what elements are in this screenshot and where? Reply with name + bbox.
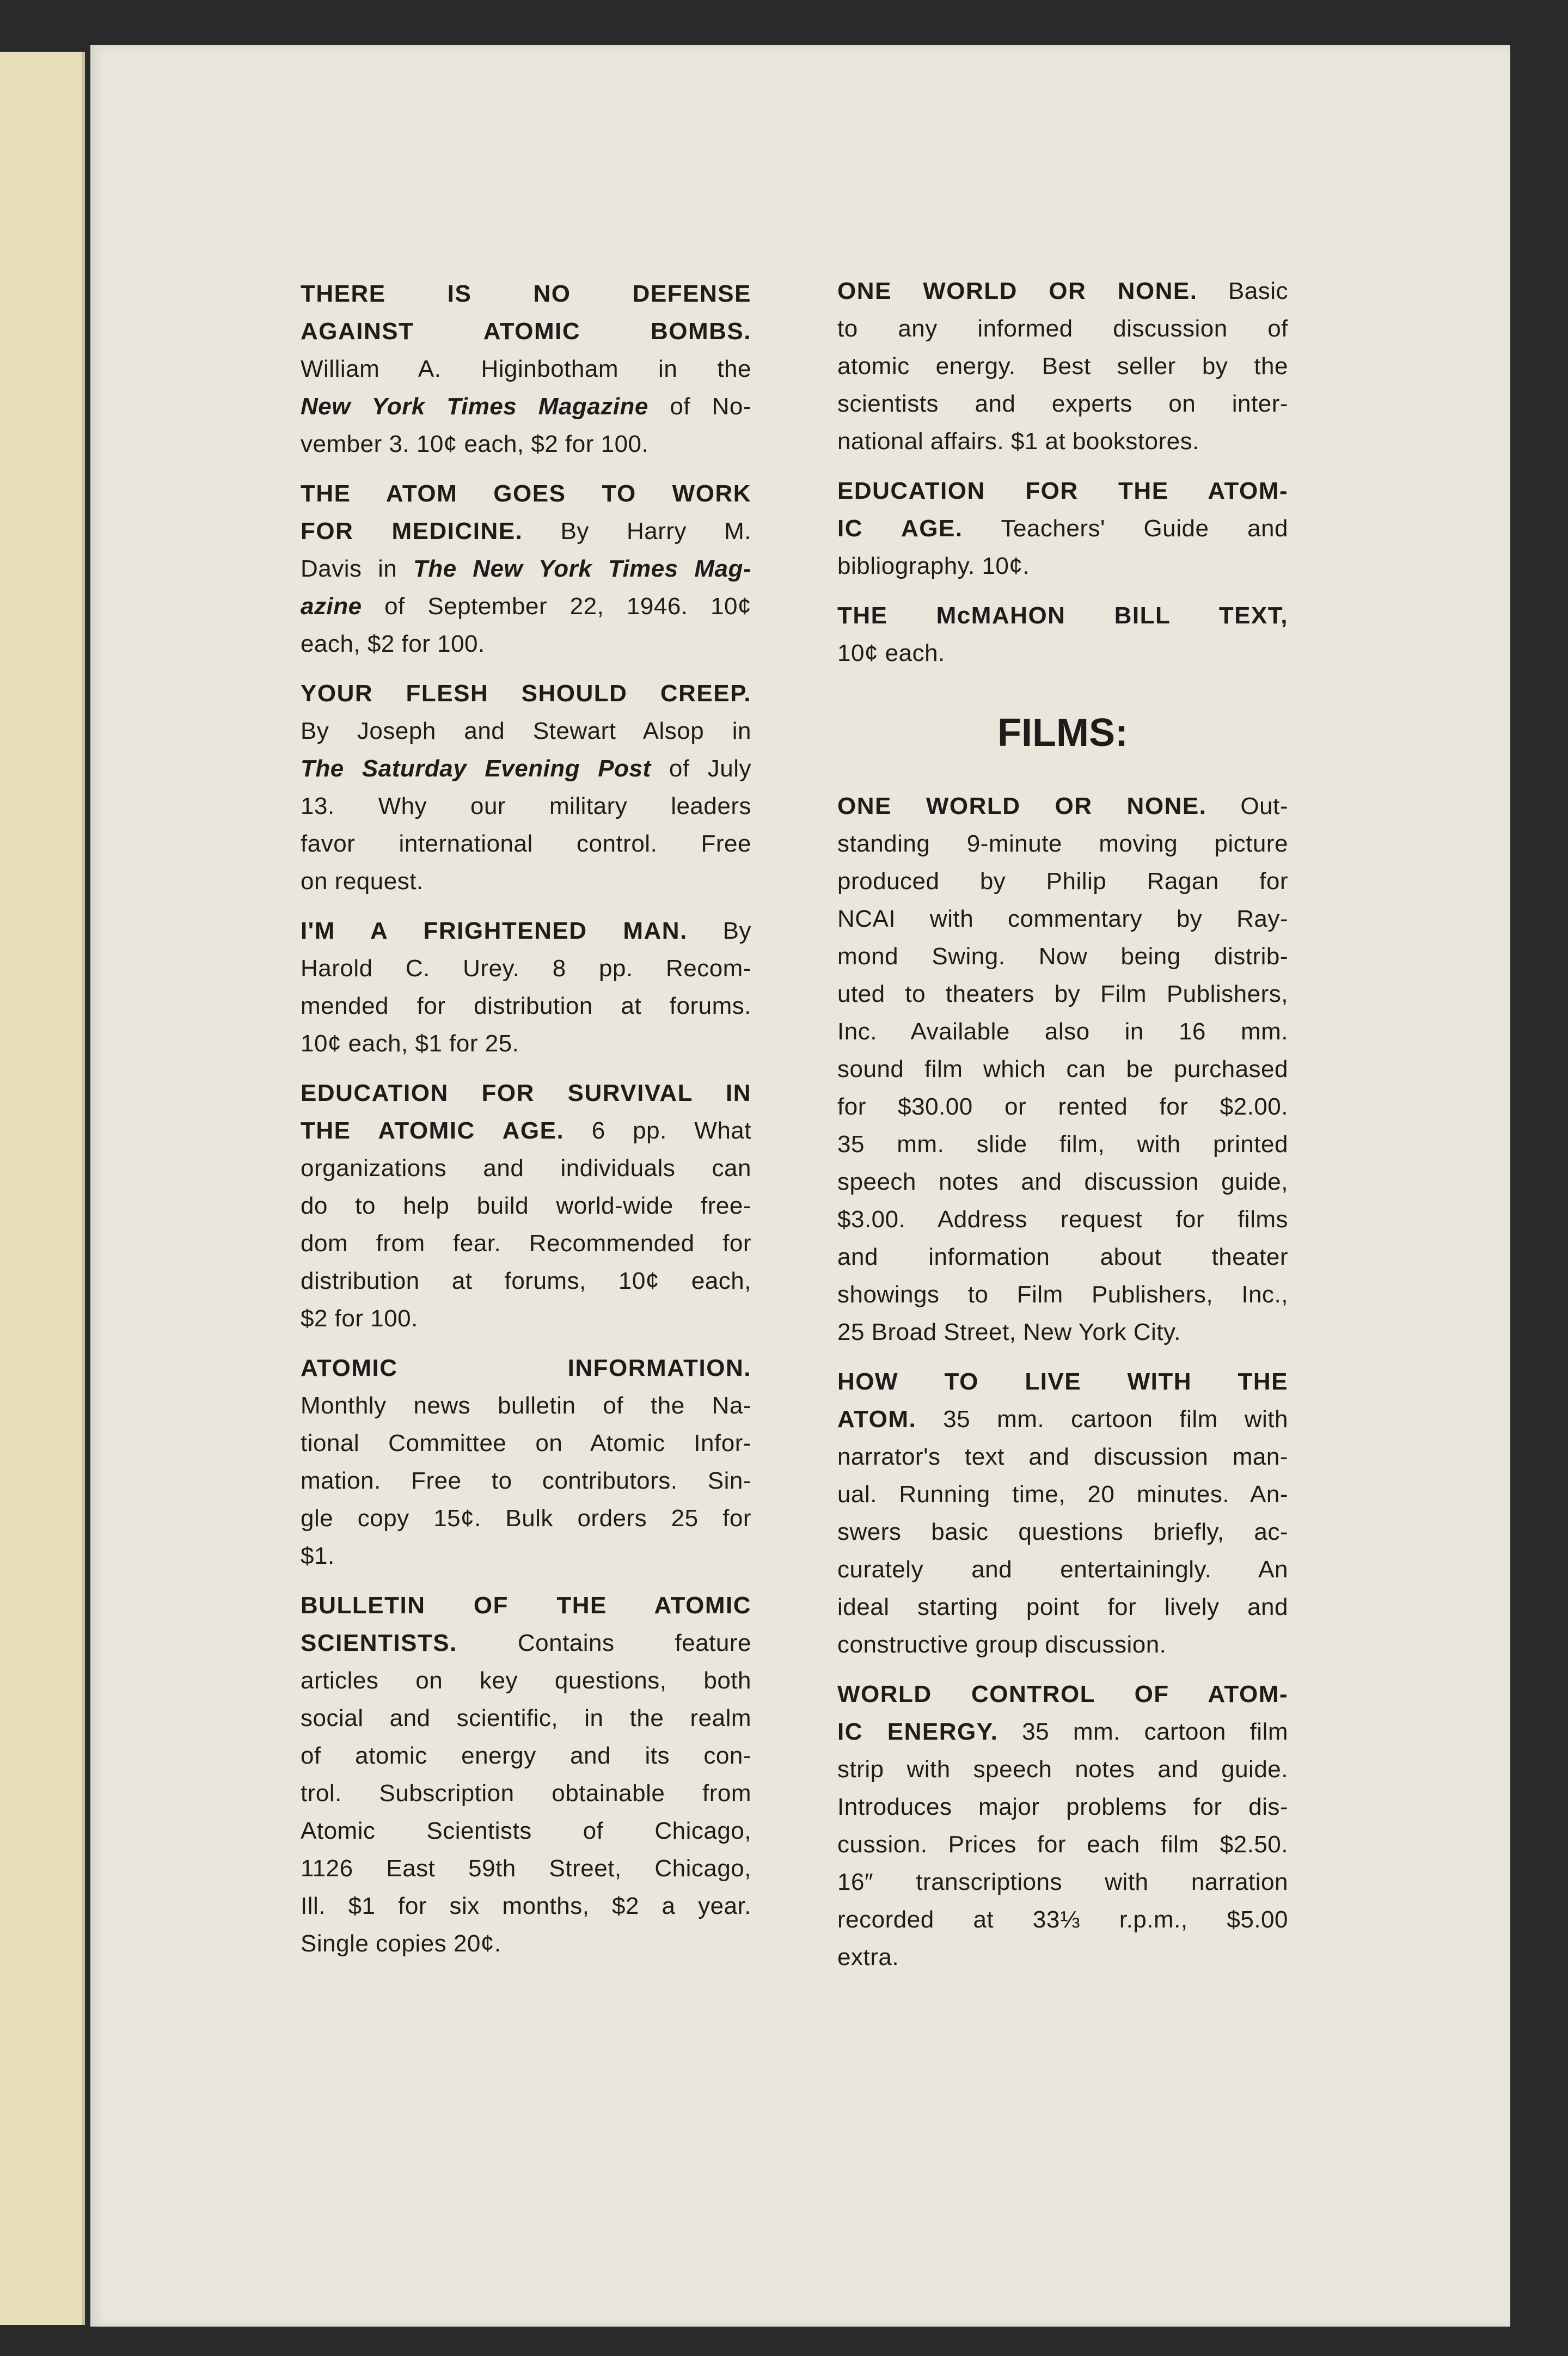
list-entry	[301, 912, 751, 1062]
text-line	[837, 900, 1288, 938]
text-line	[301, 625, 751, 663]
entry-text: scientists and experts on inter-	[837, 390, 1288, 417]
entry-title: ATOM.	[837, 1406, 917, 1433]
entry-title: I'M A FRIGHTENED MAN.	[301, 917, 688, 944]
entry-title: ATOMIC INFORMATION.	[301, 1355, 751, 1381]
entry-text: Ill. $1 for six months, $2 a year.	[301, 1893, 751, 1919]
text-line	[837, 1713, 1288, 1751]
entry-text: 35 mm. slide film, with printed	[837, 1131, 1288, 1158]
entry-text: curately and entertainingly. An	[837, 1556, 1288, 1583]
text-line	[837, 1675, 1288, 1713]
text-line	[301, 675, 751, 712]
list-entry	[837, 1363, 1288, 1663]
entry-text: for $30.00 or rented for $2.00.	[837, 1093, 1288, 1120]
text-line	[837, 1863, 1288, 1901]
list-entry	[837, 597, 1288, 672]
entry-text: Single copies 20¢.	[301, 1930, 501, 1957]
text-line	[837, 1088, 1288, 1125]
entry-text: ual. Running time, 20 minutes. An-	[837, 1481, 1288, 1508]
text-line	[301, 1074, 751, 1112]
text-line	[301, 1537, 751, 1575]
entry-text: do to help build world-wide free-	[301, 1192, 751, 1219]
list-entry	[301, 1074, 751, 1337]
text-line	[301, 350, 751, 388]
entry-text: tional Committee on Atomic Infor-	[301, 1430, 751, 1457]
text-line	[301, 1850, 751, 1887]
text-line	[301, 512, 751, 550]
entry-text: Atomic Scientists of Chicago,	[301, 1818, 751, 1844]
entry-text: 6 pp. What	[564, 1117, 751, 1144]
list-entry	[301, 1587, 751, 1962]
text-line	[301, 862, 751, 900]
entry-text: $1.	[301, 1543, 335, 1569]
entry-text: Out-	[1206, 793, 1288, 819]
films-heading: FILMS:	[997, 711, 1128, 755]
entry-text: 35 mm. cartoon film with	[916, 1406, 1288, 1433]
entry-text: Teachers' Guide and	[963, 515, 1288, 542]
entry-title: ONE WORLD OR NONE.	[837, 793, 1207, 819]
entry-title: EDUCATION FOR SURVIVAL IN	[301, 1080, 751, 1106]
entry-text: speech notes and discussion guide,	[837, 1168, 1288, 1195]
list-entry	[301, 275, 751, 463]
entry-text: Basic	[1197, 278, 1288, 304]
entry-text: uted to theaters by Film Publishers,	[837, 981, 1288, 1007]
text-line	[301, 712, 751, 750]
text-line	[837, 1476, 1288, 1513]
entry-text: $2 for 100.	[301, 1305, 418, 1332]
entry-text: of atomic energy and its con-	[301, 1742, 751, 1769]
entry-text: vember 3. 10¢ each, $2 for 100.	[301, 431, 649, 457]
text-line	[301, 1225, 751, 1262]
text-line	[837, 385, 1288, 423]
entry-title: BULLETIN OF THE ATOMIC	[301, 1592, 751, 1619]
entry-text: By	[687, 917, 752, 944]
entry-text: social and scientific, in the realm	[301, 1705, 751, 1731]
entry-text: cussion. Prices for each film $2.50.	[837, 1831, 1288, 1858]
text-line	[301, 1662, 751, 1699]
text-line	[837, 975, 1288, 1013]
entry-text: recorded at 33⅓ r.p.m., $5.00	[837, 1906, 1288, 1933]
text-line	[837, 472, 1288, 510]
text-line	[837, 510, 1288, 547]
entry-text: 10¢ each, $1 for 25.	[301, 1030, 519, 1057]
entry-text: produced by Philip Ragan for	[837, 868, 1288, 895]
publication-name: New York Times Magazine	[301, 393, 648, 420]
text-line	[301, 1624, 751, 1662]
entry-text: By Joseph and Stewart Alsop in	[301, 718, 751, 744]
text-line	[837, 862, 1288, 900]
entry-text: Contains feature	[457, 1630, 751, 1656]
entry-text: of July	[651, 755, 751, 782]
entry-text: By Harry M.	[523, 518, 752, 544]
text-line	[837, 547, 1288, 585]
entry-text: $3.00. Address request for films	[837, 1206, 1288, 1233]
entry-title: IC ENERGY.	[837, 1718, 999, 1745]
entry-text: bibliography. 10¢.	[837, 553, 1030, 579]
text-line	[301, 825, 751, 862]
entry-title: IC AGE.	[837, 515, 963, 542]
text-line	[837, 1788, 1288, 1826]
list-entry	[837, 472, 1288, 585]
text-line	[301, 1349, 751, 1387]
entry-text: NCAI with commentary by Ray-	[837, 905, 1288, 932]
entry-title: SCIENTISTS.	[301, 1630, 457, 1656]
publications-list	[837, 272, 1288, 672]
entry-text: constructive group discussion.	[837, 1631, 1167, 1658]
entry-text: national affairs. $1 at bookstores.	[837, 428, 1199, 455]
text-line	[837, 1626, 1288, 1663]
entry-title: FOR MEDICINE.	[301, 518, 523, 544]
entry-text: gle copy 15¢. Bulk orders 25 for	[301, 1505, 751, 1532]
text-line	[837, 1438, 1288, 1476]
list-entry	[301, 675, 751, 900]
entry-text: and information about theater	[837, 1244, 1288, 1270]
entry-text: 10¢ each.	[837, 640, 945, 666]
list-entry	[837, 272, 1288, 460]
entry-text: 35 mm. cartoon film	[998, 1718, 1289, 1745]
entry-text: swers basic questions briefly, ac-	[837, 1519, 1288, 1545]
entry-text: distribution at forums, 10¢ each,	[301, 1268, 751, 1294]
text-line	[837, 1751, 1288, 1788]
entry-text: Monthly news bulletin of the Na-	[301, 1392, 751, 1419]
text-line	[301, 1112, 751, 1149]
entry-text: trol. Subscription obtainable from	[301, 1780, 751, 1807]
entry-text: showings to Film Publishers, Inc.,	[837, 1281, 1288, 1308]
text-line	[301, 275, 751, 313]
entry-text: Harold C. Urey. 8 pp. Recom-	[301, 955, 751, 982]
entry-title: THE McMAHON BILL TEXT,	[837, 602, 1288, 629]
entry-text: dom from fear. Recommended for	[301, 1230, 751, 1257]
entry-text: organizations and individuals can	[301, 1155, 751, 1182]
text-line	[837, 1276, 1288, 1313]
entry-text: each, $2 for 100.	[301, 631, 485, 657]
text-line	[301, 425, 751, 463]
text-line	[301, 912, 751, 950]
entry-text: 25 Broad Street, New York City.	[837, 1319, 1181, 1345]
text-line	[837, 1826, 1288, 1863]
films-list	[837, 787, 1288, 1976]
right-column	[837, 272, 1288, 1988]
list-entry	[837, 787, 1288, 1351]
entry-text: on request.	[301, 868, 424, 895]
text-line	[301, 987, 751, 1025]
list-entry	[301, 1349, 751, 1575]
text-line	[837, 1588, 1288, 1626]
entry-text: narrator's text and discussion man-	[837, 1443, 1288, 1470]
text-line	[301, 1925, 751, 1962]
text-line	[837, 938, 1288, 975]
text-line	[301, 1587, 751, 1624]
text-line	[837, 825, 1288, 862]
text-line	[301, 787, 751, 825]
publication-name: azine	[301, 593, 362, 620]
text-line	[301, 475, 751, 512]
text-line	[837, 1238, 1288, 1276]
previous-page-edge	[0, 52, 85, 2325]
entry-text: of No-	[648, 393, 752, 420]
text-line	[301, 1462, 751, 1500]
text-line	[301, 750, 751, 787]
text-line	[837, 423, 1288, 460]
publication-name: The New York Times Mag-	[413, 555, 752, 582]
entry-title: EDUCATION FOR THE ATOM-	[837, 478, 1288, 504]
text-line	[301, 950, 751, 987]
list-entry	[837, 1675, 1288, 1976]
text-line	[837, 310, 1288, 347]
entry-text: standing 9-minute moving picture	[837, 830, 1288, 857]
text-line	[837, 1938, 1288, 1976]
entry-title: THERE IS NO DEFENSE	[301, 280, 751, 307]
text-line	[837, 1125, 1288, 1163]
entry-title: THE ATOM GOES TO WORK	[301, 480, 751, 507]
text-line	[301, 1699, 751, 1737]
entry-text: Inc. Available also in 16 mm.	[837, 1018, 1288, 1045]
text-line	[837, 1201, 1288, 1238]
text-line	[301, 1025, 751, 1062]
left-column	[301, 275, 751, 1974]
entry-text: strip with speech notes and guide.	[837, 1756, 1288, 1783]
text-line	[837, 1551, 1288, 1588]
publication-name: The Saturday Evening Post	[301, 755, 651, 782]
text-line	[301, 1887, 751, 1925]
text-line	[837, 1363, 1288, 1400]
text-line	[837, 1050, 1288, 1088]
entry-title: ONE WORLD OR NONE.	[837, 278, 1198, 304]
entry-text: extra.	[837, 1944, 899, 1971]
text-line	[301, 313, 751, 350]
text-line	[837, 1313, 1288, 1351]
list-entry	[301, 475, 751, 663]
text-line	[837, 1013, 1288, 1050]
entry-text: Introduces major problems for dis-	[837, 1794, 1288, 1820]
entry-title: THE ATOMIC AGE.	[301, 1117, 565, 1144]
entry-text: 16″ transcriptions with narration	[837, 1869, 1288, 1895]
text-line	[837, 1163, 1288, 1201]
text-line	[837, 1400, 1288, 1438]
text-line	[837, 1513, 1288, 1551]
text-line	[837, 787, 1288, 825]
text-line	[301, 388, 751, 425]
entry-text: 1126 East 59th Street, Chicago,	[301, 1855, 751, 1882]
entry-title: WORLD CONTROL OF ATOM-	[837, 1681, 1288, 1708]
text-line	[301, 550, 751, 588]
text-line	[301, 1300, 751, 1337]
entry-text: to any informed discussion of	[837, 315, 1288, 342]
entry-text: mended for distribution at forums.	[301, 993, 751, 1019]
text-line	[301, 1262, 751, 1300]
text-line	[301, 588, 751, 625]
text-line	[837, 597, 1288, 634]
text-line	[301, 1149, 751, 1187]
entry-text: 13. Why our military leaders	[301, 793, 751, 819]
entry-text: mond Swing. Now being distrib-	[837, 943, 1288, 970]
entry-title: YOUR FLESH SHOULD CREEP.	[301, 680, 751, 707]
text-line	[301, 1187, 751, 1225]
text-line	[837, 634, 1288, 672]
entry-text: ideal starting point for lively and	[837, 1594, 1288, 1620]
text-line	[837, 1901, 1288, 1938]
text-line	[301, 1737, 751, 1774]
text-line	[837, 347, 1288, 385]
entry-title: HOW TO LIVE WITH THE	[837, 1368, 1288, 1395]
entry-text: atomic energy. Best seller by the	[837, 353, 1288, 380]
text-line	[301, 1424, 751, 1462]
entry-text: mation. Free to contributors. Sin-	[301, 1467, 751, 1494]
text-line	[301, 1812, 751, 1850]
entry-text: sound film which can be purchased	[837, 1056, 1288, 1082]
text-line	[301, 1387, 751, 1424]
text-line	[301, 1774, 751, 1812]
entry-title: AGAINST ATOMIC BOMBS.	[301, 318, 751, 345]
entry-text: favor international control. Free	[301, 830, 751, 857]
text-line	[301, 1500, 751, 1537]
entry-text: of September 22, 1946. 10¢	[362, 593, 751, 620]
entry-text: Davis in	[301, 555, 413, 582]
entry-text: William A. Higinbotham in the	[301, 356, 751, 382]
text-line	[837, 272, 1288, 310]
entry-text: articles on key questions, both	[301, 1667, 751, 1694]
